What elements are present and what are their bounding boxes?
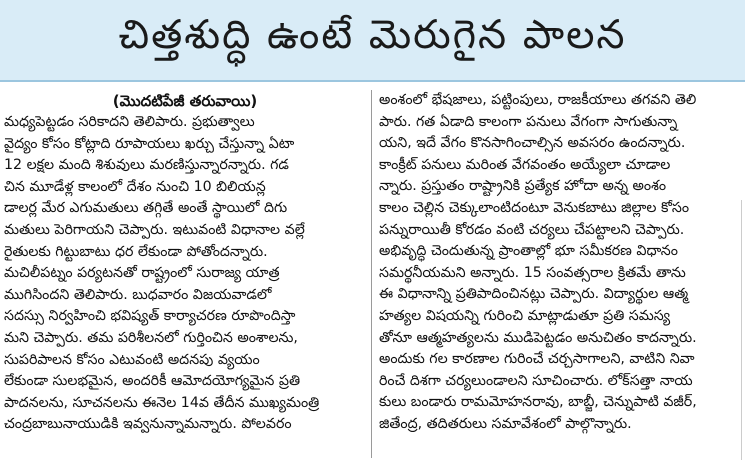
text-line: లేకుండా సులభమైన, అందరికీ ఆమోదయోగ్యమైన ప్రతి (4, 373, 301, 390)
text-line: పన్నురాయితీ కోరడం వంటి చర్యలు చేపట్టాలని చెప్పారు. (379, 221, 685, 238)
text-line: రైతులకు గిట్టుబాటు ధర లేకుండా పోతోందన్నారు. (4, 243, 268, 260)
text-line: చంద్రబాబునాయుడికి ఇవ్వనున్నామన్నారు. పోలవరం (4, 416, 292, 433)
text-line: ఈ విధానాన్ని ప్రతిపాదించినట్లు చెప్పారు. విద్యార్థుల ఆత్మ (379, 286, 689, 303)
text-line: మతులు పెరిగాయని చెప్పారు. ఇటువంటి విధానాల వల్లే (4, 221, 305, 238)
text-line: అంశంలో భేషజాలు, పట్టింపులు, రాజకీయాలు తగవని తెలి (379, 92, 697, 108)
text-line: ముగిసిందని తెలిపారు. బుధవారం విజయవాడలో (4, 286, 272, 303)
text-line: వైద్యం కోసం కోట్లాది రూపాయలు ఖర్చు చేస్తున్నా ఏటా (4, 135, 295, 152)
column-divider (371, 90, 372, 458)
text-line: కులు బండారు రామమోహనరావు, బాబ్జీ, చెన్నుపాటి వజీర్, (379, 394, 697, 411)
text-line: కాలం చెల్లిన చెక్కులాంటిదంటూ వెనుకబాటు జిల్లాల కోసం (379, 199, 690, 216)
text-line: యని, ఇదే వేగం కొనసాగించాల్సిన అవసరం ఉందన్నారు. (379, 135, 686, 152)
page-edge (741, 200, 742, 460)
text-line: అందుకు గల కారణాల గురించే చర్చసాగాలని, వాటిని నివా (379, 351, 695, 368)
text-line: రించే దిశగా చర్యలుండాలని సూచించారు. లోక్‌సత్తా నాయ (379, 372, 693, 389)
text-line: కాంక్రీట్ పనులు మరింత వేగవంతం అయ్యేలా చూడాల (379, 156, 671, 173)
text-line: హత్యల విషయన్ని గురించి మాట్లాడుతూ ప్రతి సమస్య (379, 307, 671, 324)
text-line: సమర్థనీయమని అన్నారు. 15 సంవత్సరాల క్రితమే తాను (379, 264, 686, 281)
text-line: అభివృద్ధి చెందుతున్న ప్రాంతాల్లో భూ సమీకరణ విధానం (379, 243, 678, 260)
text-line: సుపరిపాలన కోసం ఎటువంటి అదనపు వ్యయం (4, 351, 260, 368)
left-column (4, 90, 366, 462)
continuation-byline: (మొదటిపేజీ తరువాయి) (112, 92, 258, 110)
article-headline: చిత్తశుద్ధి ఉంటే మెరుగైన పాలన (118, 12, 627, 58)
text-line: జితేంద్ర, తదితరులు సమావేశంలో పాల్గొన్నారు. (379, 415, 632, 432)
text-line: మచిలీపట్నం పర్యటనతో రాష్ట్రంలో సురాజ్య యాత్ర (4, 265, 280, 282)
text-line: న్నారు. ప్రస్తుతం రాష్ట్రానికి ప్రత్యేక హోదా అన్న అంశం (379, 178, 667, 195)
headline-banner (0, 0, 745, 82)
text-line: డాలర్ల మేర ఎగుమతులు తగ్గితే అంతే స్థాయిలో దిగు (4, 200, 288, 217)
right-column (379, 90, 741, 462)
text-line: 12 లక్షల మంది శిశువులు మరణిస్తున్నారన్నారు. గడ (4, 157, 289, 174)
text-line: తోనూ ఆత్మహత్యలను ముడిపెట్టడం అనుచితం కాదన్నారు. (379, 329, 697, 346)
text-line: పాదనలను, సూచనలను ఈనెల 14వ తేదీన ముఖ్యమంత్రి (4, 394, 320, 411)
text-line: చిన మూడేళ్ల కాలంలో దేశం నుంచి 10 బిలియన్ల (4, 178, 266, 195)
text-line: మని చెప్పారు. తమ పరిశీలనలో గుర్తించిన అంశాలను, (4, 329, 298, 346)
text-line: సదస్సు నిర్వహించి భవిష్యత్ కార్యాచరణ రూపొందిస్తా (4, 308, 296, 325)
text-line: మధ్యపెట్టడం సరికాదని తెలిపారు. ప్రభుత్వాలు (4, 114, 255, 130)
text-line: పారు. గత ఏడాది కాలంగా పనులు వేగంగా సాగుతున్నా (379, 113, 678, 130)
